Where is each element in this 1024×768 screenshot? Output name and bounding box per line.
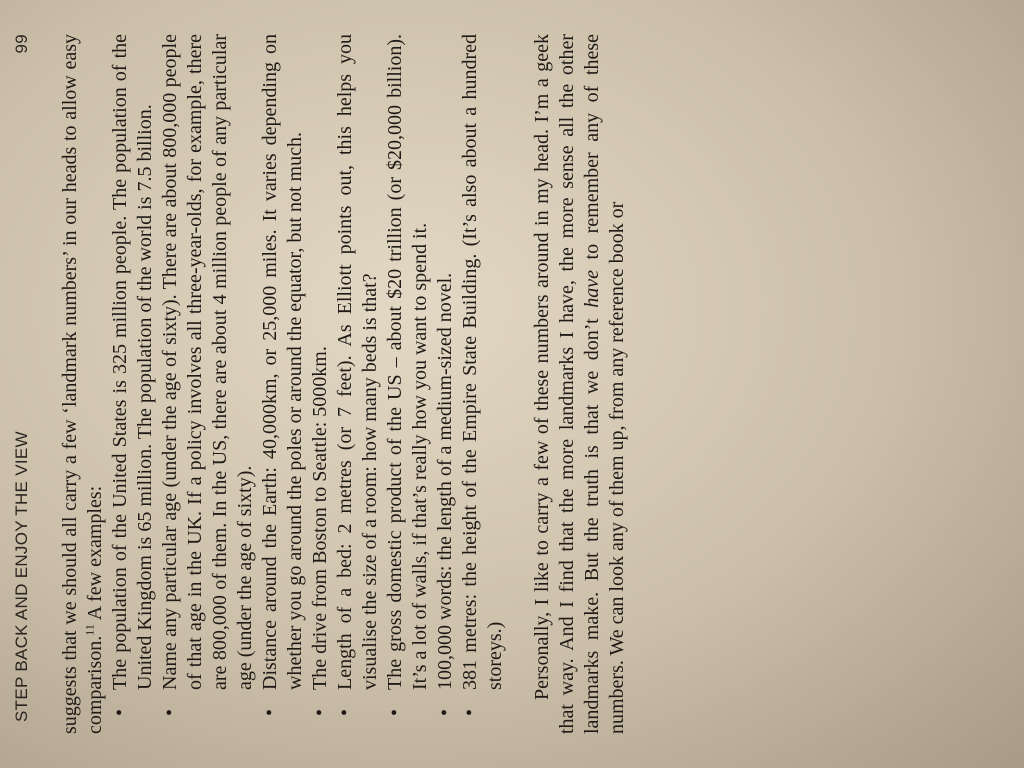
intro-paragraph: [58, 34, 108, 734]
bullet-icon: •: [259, 708, 281, 716]
list-item: [333, 34, 383, 716]
intro-tail: A few examples:: [84, 485, 106, 625]
list-item: [158, 34, 258, 716]
page-number: 99: [12, 34, 31, 54]
list-item: [458, 34, 508, 716]
list-item: [108, 34, 158, 716]
bullet-icon: •: [334, 708, 356, 716]
book-page: [12, 14, 1012, 754]
running-head: STEP BACK AND ENJOY THE VIEW: [12, 431, 31, 722]
list-item-text: 381 metres: the height of the Empire State Building. (It’s also about a hundred storeys.): [459, 34, 506, 690]
page-header: [12, 34, 36, 734]
closing-emphasis: have: [581, 270, 603, 308]
closing-paragraph: [530, 34, 630, 734]
list-item: [258, 34, 308, 716]
intro-text: suggests that we should all carry a few ‘landmark numbers’ in our heads to allow easy comparison.: [59, 34, 106, 734]
bullet-icon: •: [109, 708, 131, 716]
closing-text-2: to remember any of these numbers. We can look any of them up, from any: [581, 34, 628, 734]
list-item-text: Length of a bed: 2 metres (or 7 feet). As Elliott points out, this helps you visualise the size of a room: how many beds is that?: [334, 34, 381, 690]
bullet-icon: •: [459, 708, 481, 716]
closing-text-1: Personally, I like to carry a few of these numbers around in my head. I’m a geek that way. And I find that the more landmarks I have, the more sense all the other landmarks make. But the truth is that we don’t: [531, 34, 603, 734]
bullet-icon: •: [384, 708, 406, 716]
footnote-marker: 11: [82, 624, 97, 636]
body-text: [58, 34, 630, 734]
examples-list: [108, 34, 508, 734]
list-item-text: Distance around the Earth: 40,000km, or 25,000 miles. It varies depending on whether you go around the poles or around the equator, but not much.: [259, 34, 306, 690]
bullet-icon: •: [309, 708, 331, 716]
list-item-text: The gross domestic product of the US – about $20 trillion (or $20,000 billion). It’s a lot of walls, if that’s really how you want to spend it.: [384, 34, 431, 690]
list-item: [383, 34, 433, 716]
list-item: [433, 34, 458, 716]
bullet-icon: •: [159, 708, 181, 716]
list-item-text: Name any particular age (under the age of sixty). There are about 800,000 people of that age in the UK. If a policy involves all three-year-olds, for example, there are 800,000 of them. In the US, there are about 4 million people of any particular age (under the age of sixty).: [159, 34, 256, 690]
list-item-text: The population of the United States is 325 million people. The population of the United Kingdom is 65 million. The population of the world is 7.5 billion.: [109, 34, 156, 690]
bullet-icon: •: [434, 708, 456, 716]
list-item-text: 100,000 words: the length of a medium-sized novel.: [434, 272, 456, 690]
closing-cutoff: reference book or: [606, 201, 628, 343]
list-item-text: The drive from Boston to Seattle: 5000km.: [309, 346, 331, 690]
list-item: [308, 34, 333, 716]
